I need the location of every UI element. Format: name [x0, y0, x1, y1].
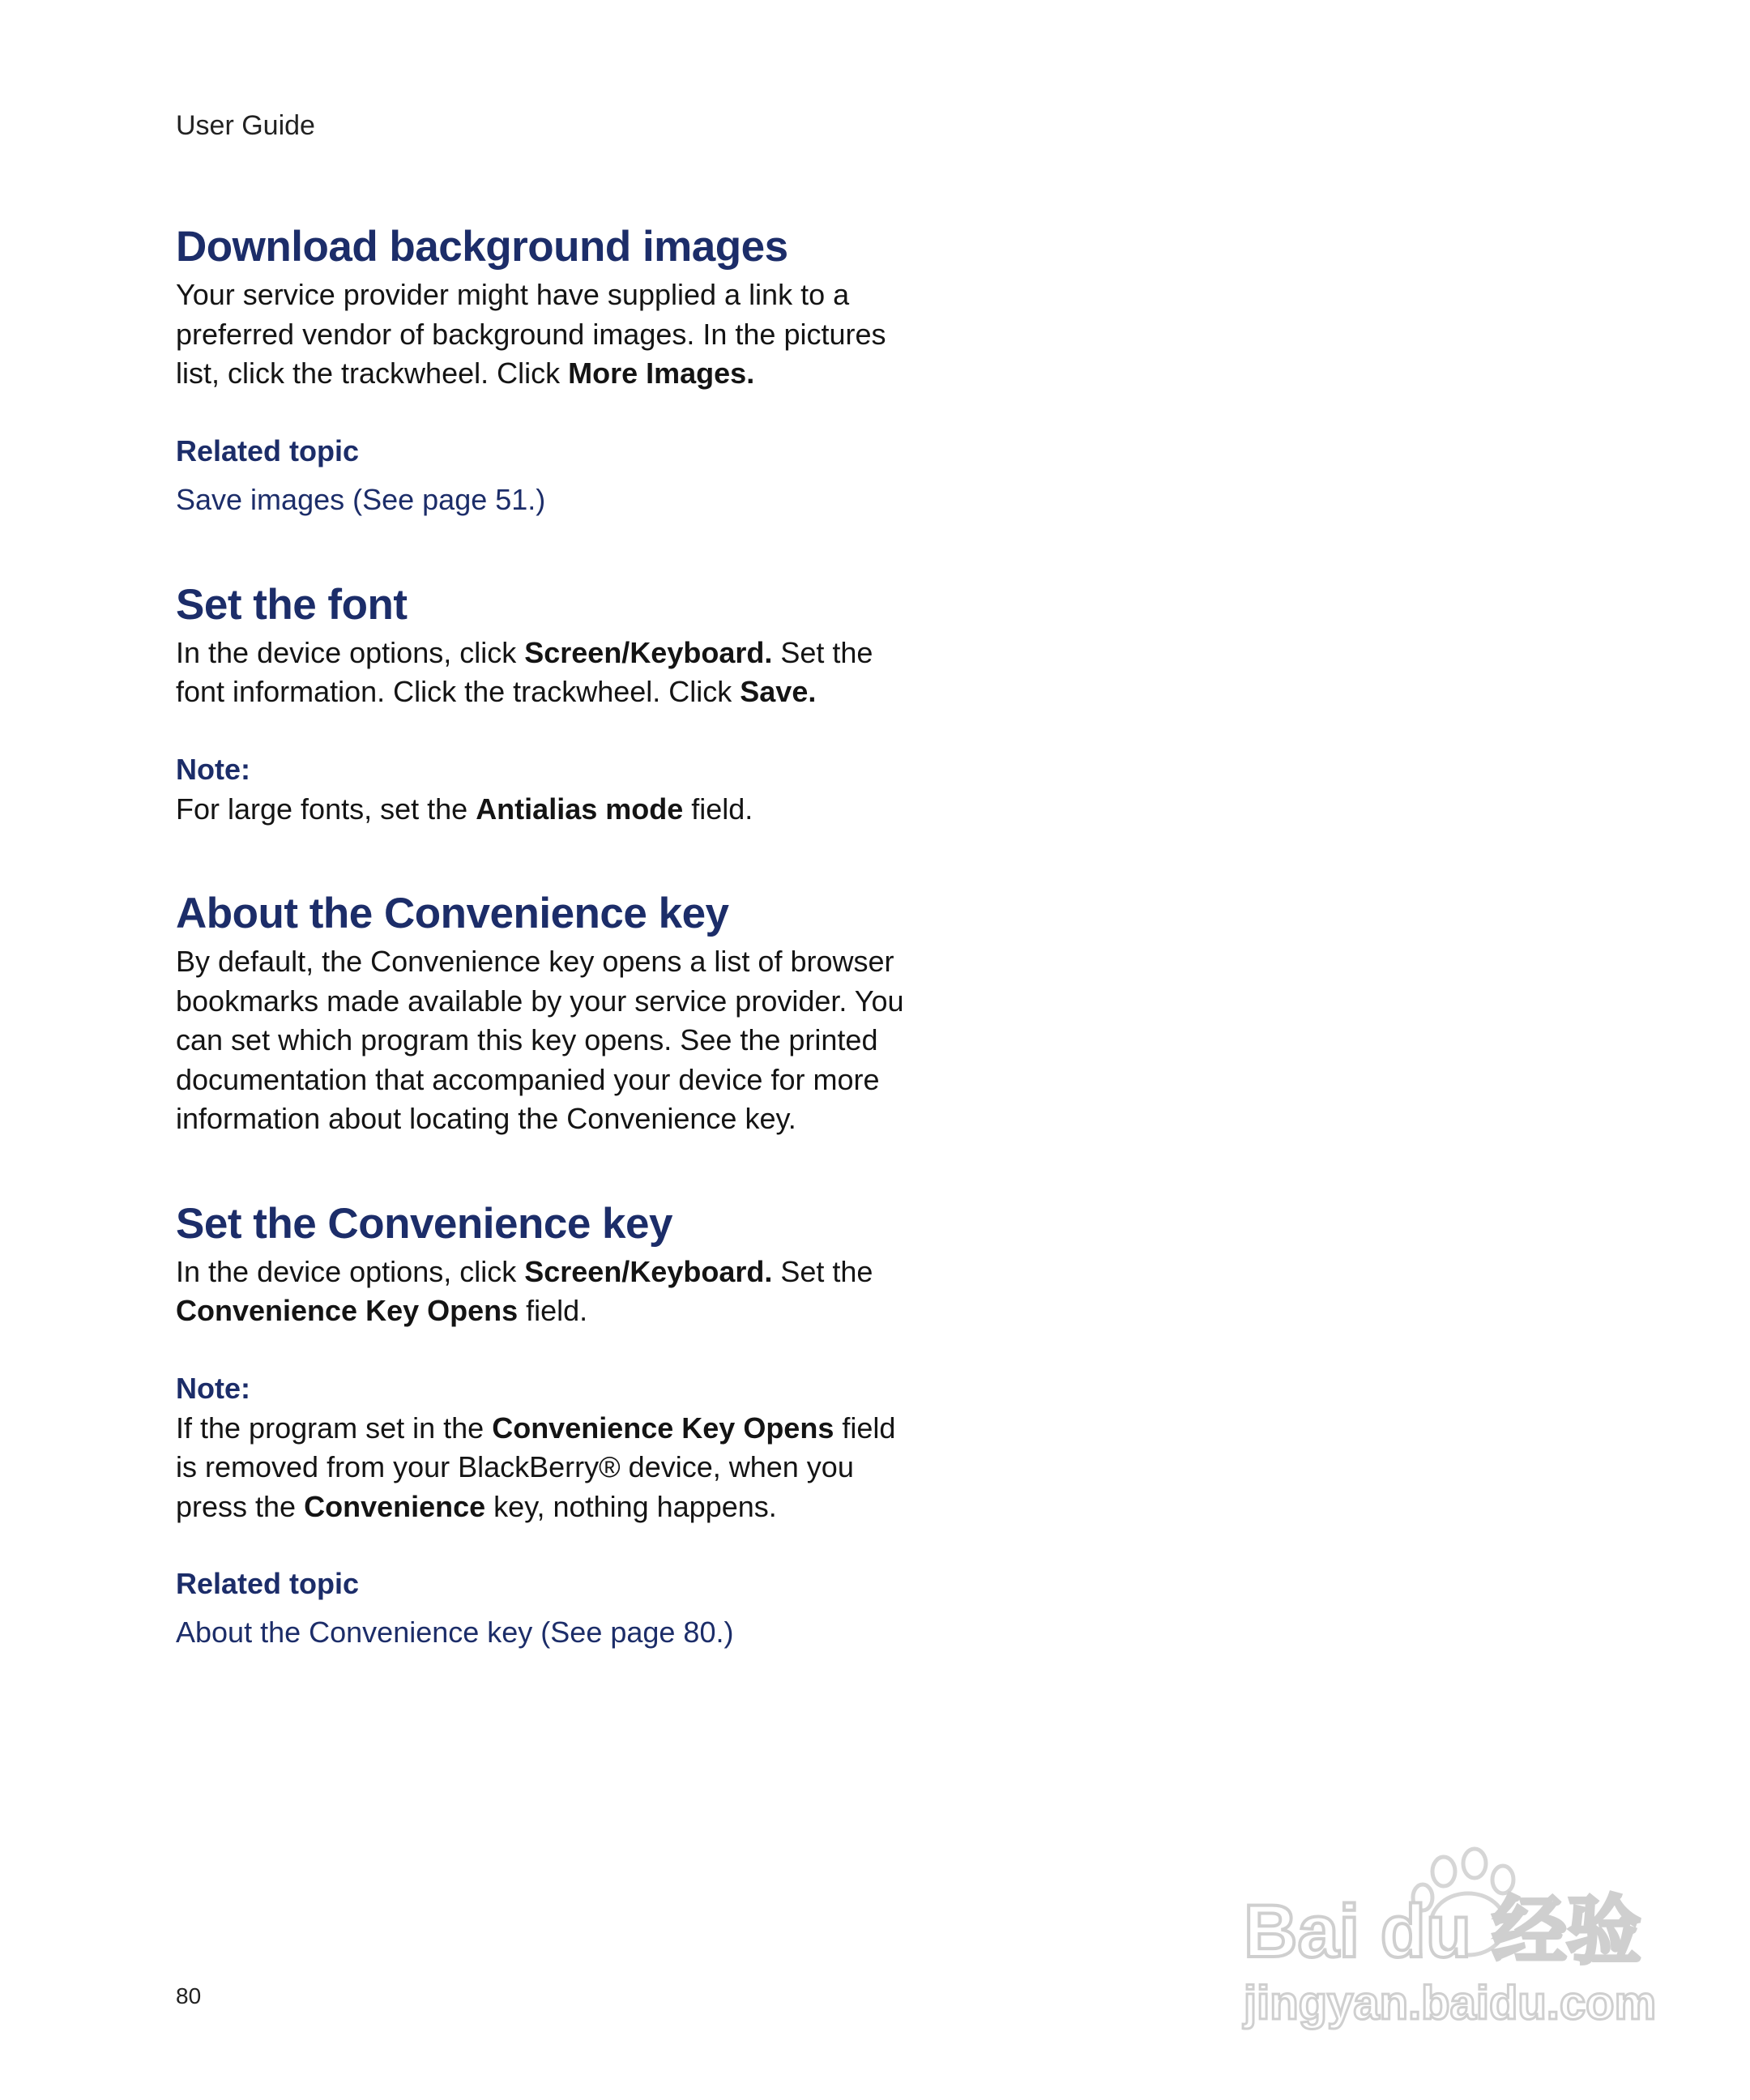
note-text: For large fonts, set the Antialias mode field. [176, 792, 753, 826]
paw-toe-icon [1463, 1849, 1486, 1878]
section-body: Your service provider might have supplied a link to a preferred vendor of background images. In the pictures list, click the trackwheel. Click More Images. [176, 278, 886, 390]
related-topic-link-about-convenience-key[interactable]: About the Convenience key (See page 80.) [176, 1616, 734, 1649]
section-title-download-background-images: Download background images [176, 223, 788, 271]
paw-toe-icon [1492, 1866, 1513, 1893]
related-topic-label: Related topic [176, 433, 360, 467]
running-header: User Guide [176, 110, 315, 141]
watermark-url-text: jingyan.baidu.com [1244, 1977, 1657, 2030]
baidu-jingyan-watermark-logo [1240, 1839, 1661, 2042]
note-text: If the program set in the Convenience Key Opens field is removed from your BlackBerry® device, when you press the Convenience key, nothing happens. [176, 1411, 896, 1523]
note-label: Note: [176, 752, 250, 786]
section-body: In the device options, click Screen/Keyboard. Set the Convenience Key Opens field. [176, 1254, 873, 1327]
paw-toe-icon [1432, 1857, 1455, 1886]
section-title-set-convenience-key: Set the Convenience key [176, 1199, 672, 1248]
section-body: By default, the Convenience key opens a list of browser bookmarks made available by your service provider. You can set which program this key opens. See the printed documentation that accompanied your device for more information about locating the Convenience key. [176, 945, 904, 1135]
related-topic-label: Related topic [176, 1567, 360, 1600]
watermark-logo-text: Bai du 经验 [1244, 1890, 1641, 1973]
page-content [176, 219, 905, 1653]
section-title-about-convenience-key: About the Convenience key [176, 890, 729, 937]
page-number: 80 [176, 1983, 202, 2008]
section-title-set-the-font: Set the font [176, 580, 408, 629]
section-body: In the device options, click Screen/Keyboard. Set the font information. Click the trackwheel. Click Save. [176, 635, 873, 708]
note-label: Note: [176, 1371, 250, 1405]
related-topic-link-save-images[interactable]: Save images (See page 51.) [176, 482, 546, 516]
